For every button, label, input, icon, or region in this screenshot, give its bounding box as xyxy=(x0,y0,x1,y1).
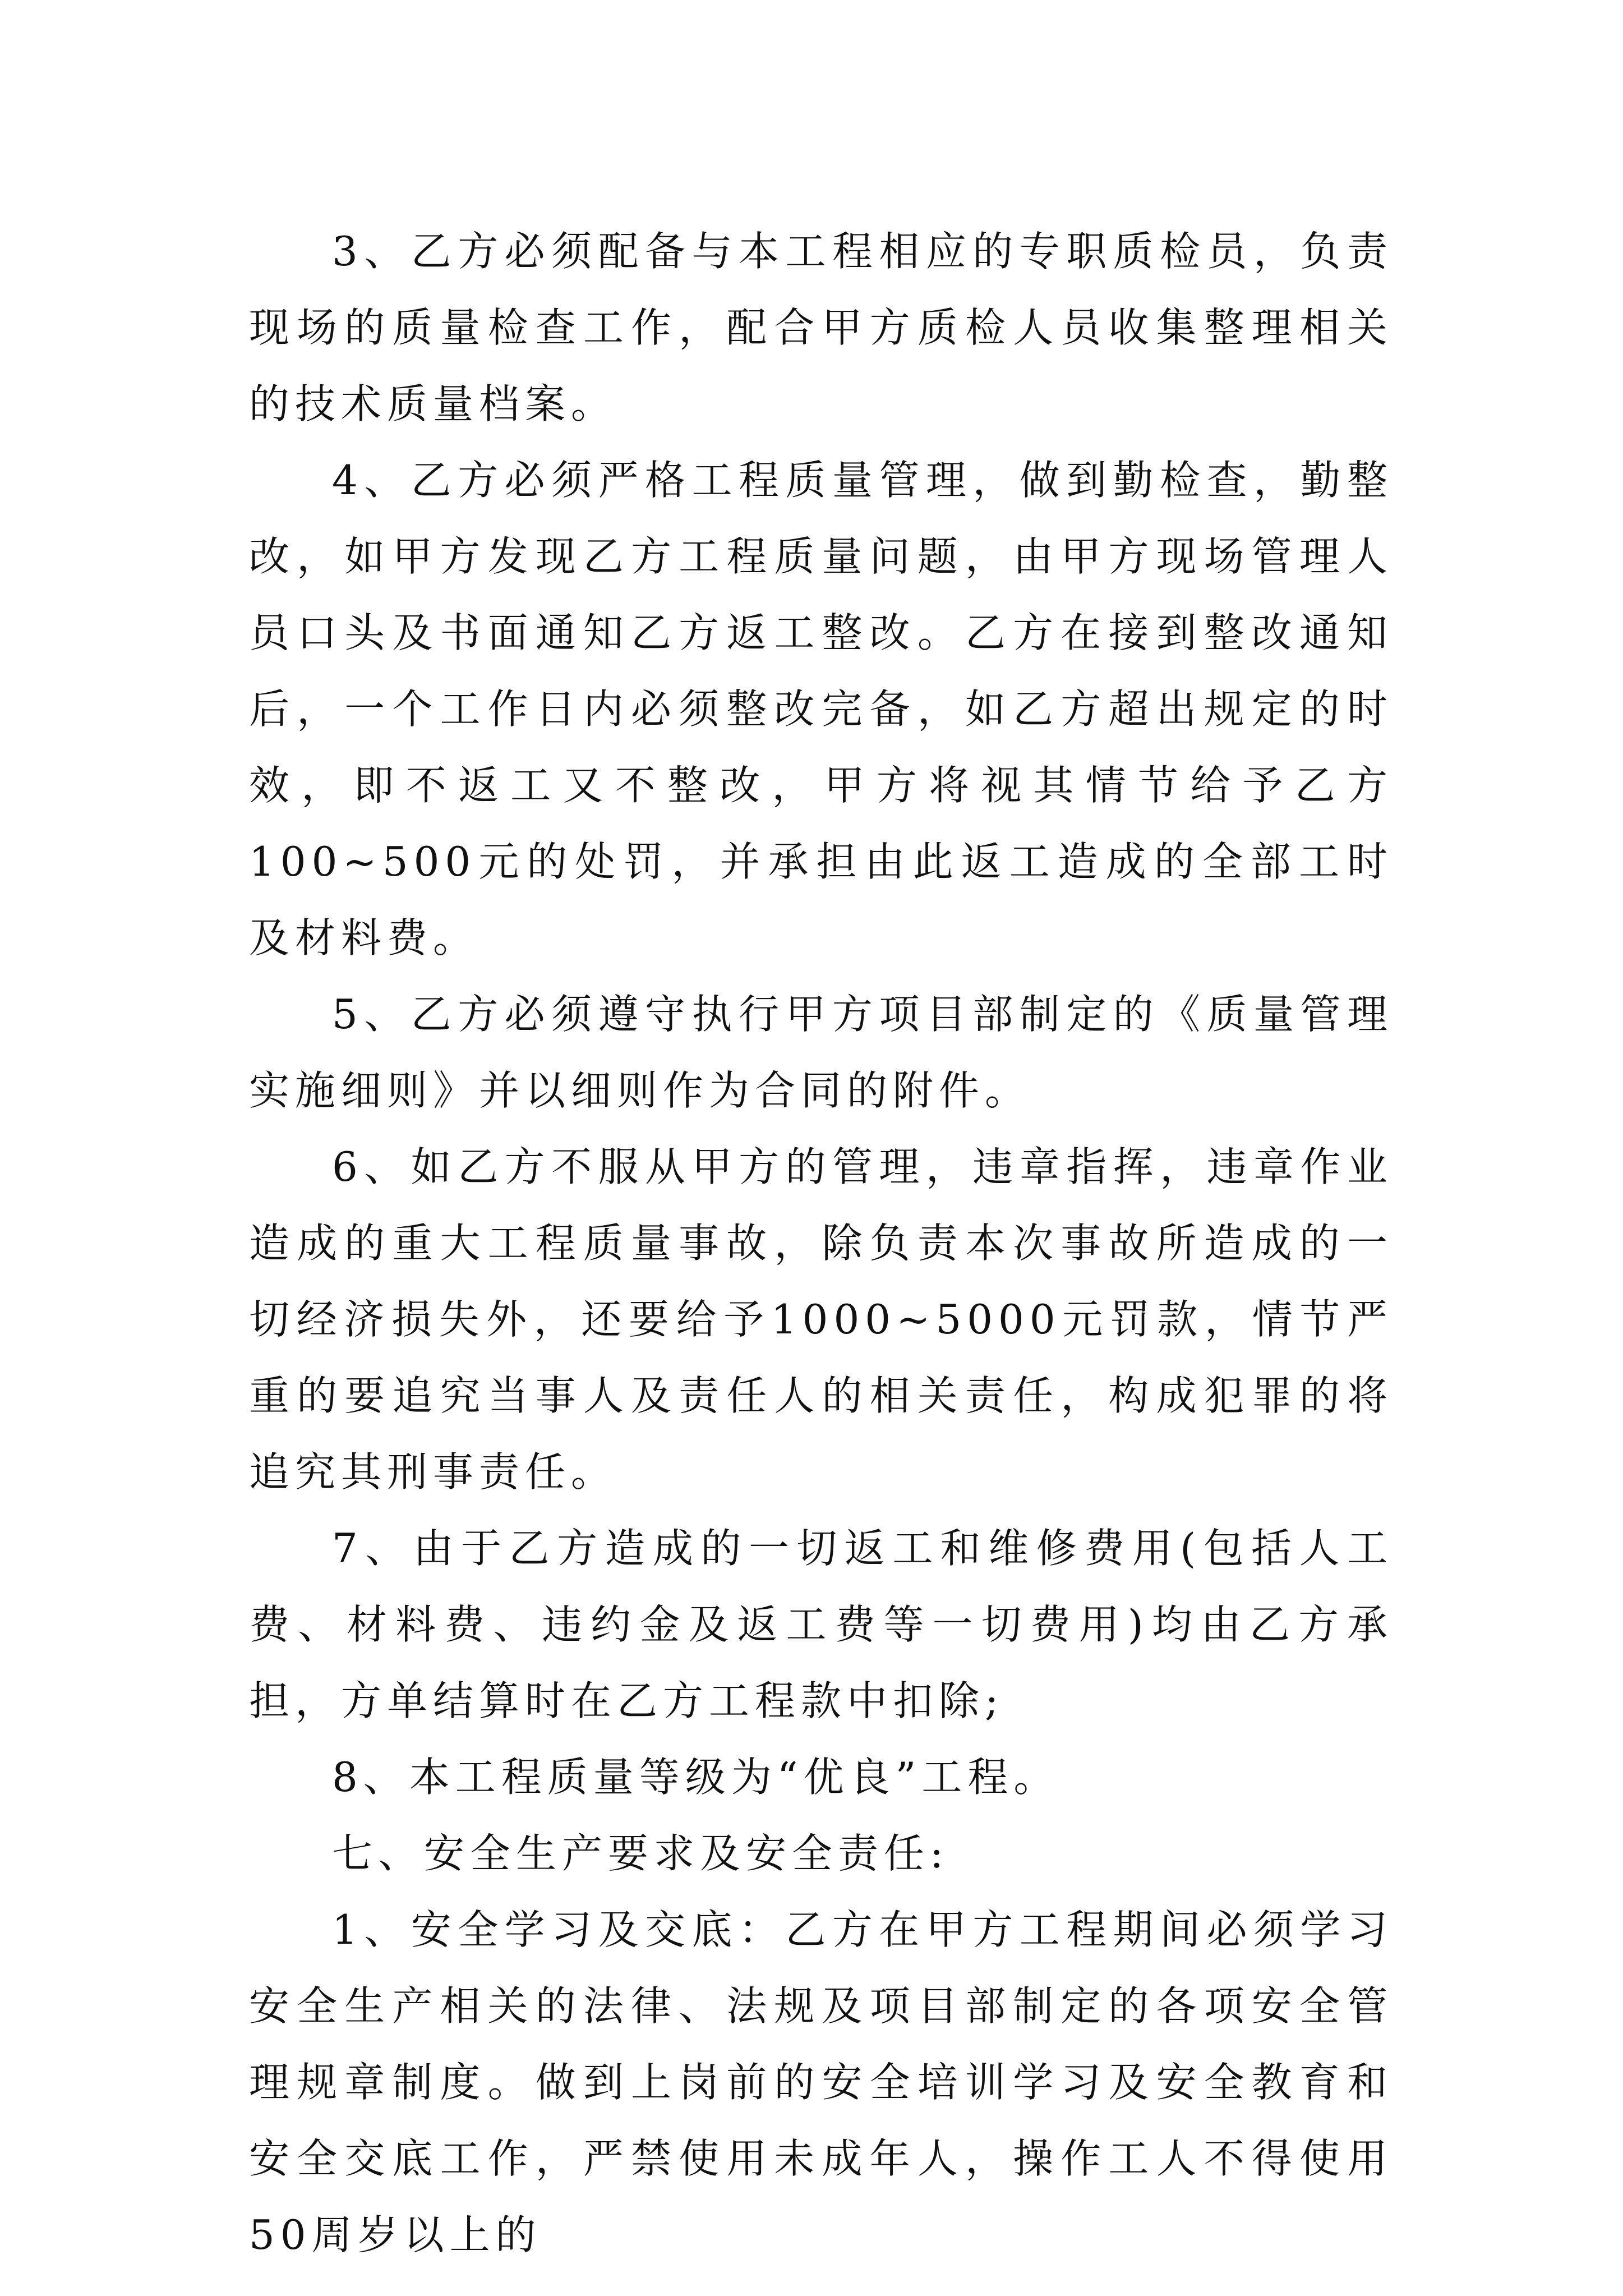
paragraph-rework-costs: 7、由于乙方造成的一切返工和维修费用(包括人工费、材料费、违约金及返工费等一切费用)均由乙方承担，方单结算时在乙方工程款中扣除; xyxy=(249,1525,1393,1724)
paragraph-major-accident: 6、如乙方不服从甲方的管理，违章指挥，违章作业造成的重大工程质量事故，除负责本次事故所造成的一切经济损失外，还要给予1000~5000元罚款，情节严重的要追究当事人及责任人的相关责任，构成犯罪的将追究其刑事责任。 xyxy=(249,1143,1393,1496)
section-heading-safety: 七、安全生产要求及安全责任: xyxy=(332,1830,949,1877)
paragraph-quality-inspector: 3、乙方必须配备与本工程相应的专职质检员，负责现场的质量检查工作，配合甲方质检人员收集整理相关的技术质量档案。 xyxy=(249,228,1393,427)
document-body xyxy=(249,213,1393,2273)
paragraph-quality-management: 4、乙方必须严格工程质量管理，做到勤检查，勤整改，如甲方发现乙方工程质量问题，由甲方现场管理人员口头及书面通知乙方返工整改。乙方在接到整改通知后，一个工作日内必须整改完备，如乙方超出规定的时效，即不返工又不整改，甲方将视其情节给予乙方100~500元的处罚，并承担由此返工造成的全部工时及材料费。 xyxy=(249,457,1393,961)
paragraph-safety-training: 1、安全学习及交底：乙方在甲方工程期间必须学习安全生产相关的法律、法规及项目部制定的各项安全管理规章制度。做到上岗前的安全培训学习及安全教育和安全交底工作，严禁使用未成年人，操作工人不得使用50周岁以上的 xyxy=(249,1906,1393,2258)
paragraph-implementation-rules: 5、乙方必须遵守执行甲方项目部制定的《质量管理实施细则》并以细则作为合同的附件。 xyxy=(249,991,1393,1114)
paragraph-quality-grade: 8、本工程质量等级为“优良”工程。 xyxy=(332,1754,1060,1801)
